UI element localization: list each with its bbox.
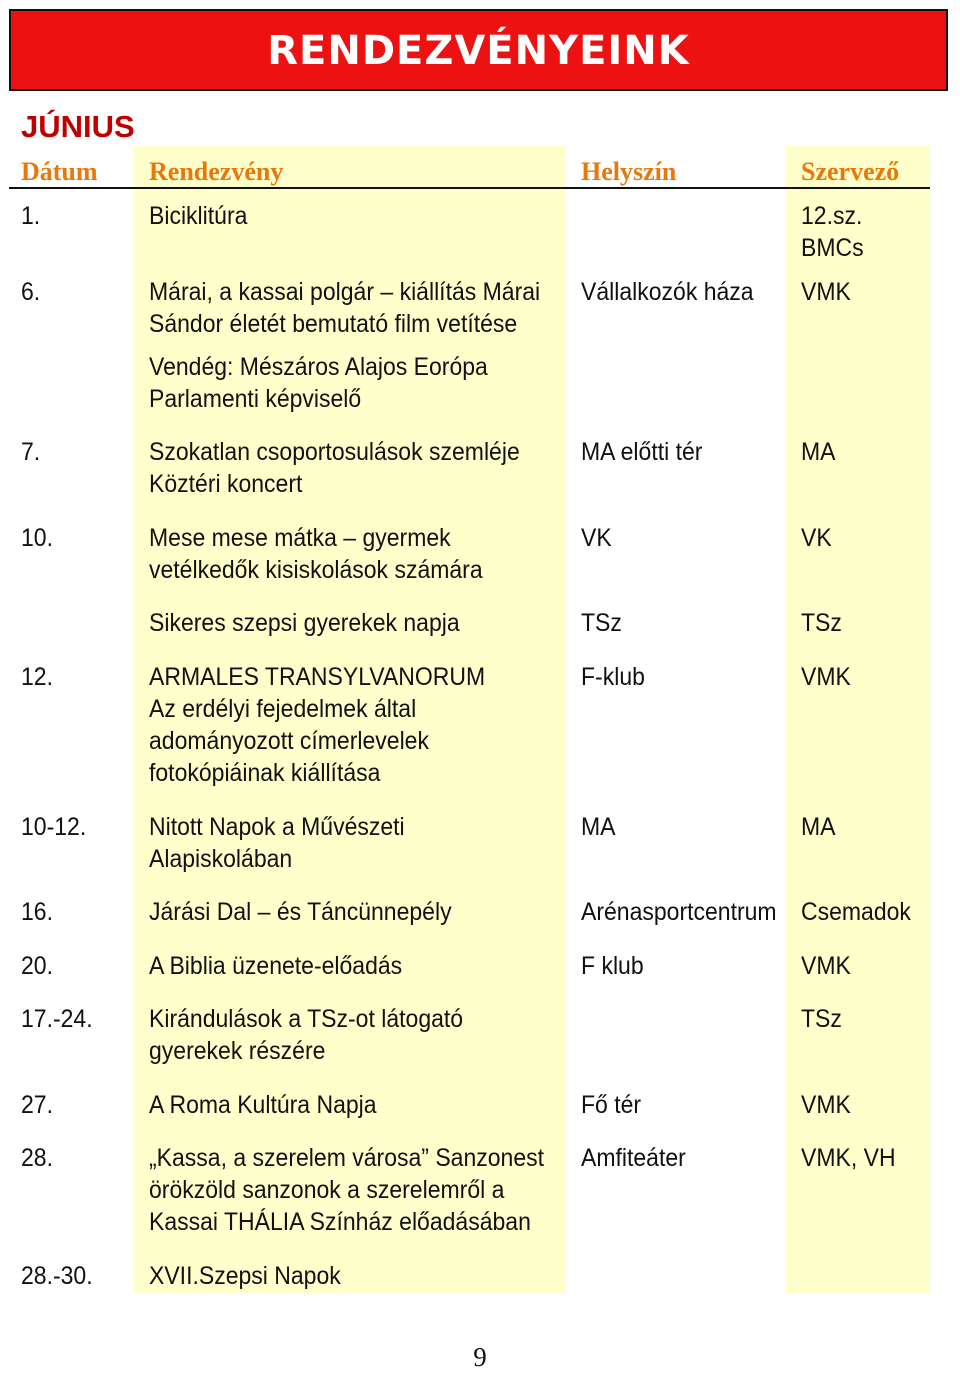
row-organizer: VMK	[801, 278, 851, 306]
row-event: Biciklitúra	[149, 202, 248, 230]
row-event: Sikeres szepsi gyerekek napja	[149, 609, 460, 637]
row-date: 28.-30.	[21, 1262, 93, 1290]
row-venue: F-klub	[581, 663, 645, 691]
row-venue: Vállalkozók háza	[581, 278, 754, 306]
row-event: Kirándulások a TSz-ot látogató	[149, 1005, 464, 1033]
row-event: Köztéri koncert	[149, 470, 303, 498]
row-date: 7.	[21, 438, 41, 466]
row-event: Járási Dal – és Táncünnepély	[149, 898, 452, 926]
row-event: Szokatlan csoportosulások szemléje	[149, 438, 520, 466]
row-organizer: VMK	[801, 952, 851, 980]
header-divider	[9, 187, 930, 189]
month-heading: JÚNIUS	[21, 109, 135, 144]
row-date: 17.-24.	[21, 1005, 93, 1033]
row-event: A Biblia üzenete-előadás	[149, 952, 403, 980]
row-date: 20.	[21, 952, 53, 980]
row-date: 12.	[21, 663, 53, 691]
row-event: Vendég: Mészáros Alajos Eorópa	[149, 353, 488, 381]
row-venue: Fő tér	[581, 1091, 642, 1119]
row-organizer: MA	[801, 438, 836, 466]
row-date: 10.	[21, 524, 53, 552]
row-event: Nitott Napok a Művészeti	[149, 813, 405, 841]
header-date: Dátum	[21, 157, 98, 186]
row-event: Alapiskolában	[149, 845, 293, 873]
row-event: fotokópiáinak kiállítása	[149, 759, 381, 787]
row-date: 1.	[21, 202, 41, 230]
row-venue: Arénasportcentrum	[581, 898, 777, 926]
row-organizer: VK	[801, 524, 832, 552]
page-number: 9	[473, 1342, 487, 1372]
row-organizer: Csemadok	[801, 898, 911, 926]
row-event: Az erdélyi fejedelmek által	[149, 695, 417, 723]
row-event: vetélkedők kisiskolások számára	[149, 556, 483, 584]
row-venue: F klub	[581, 952, 644, 980]
title-banner	[9, 9, 948, 91]
row-date: 28.	[21, 1144, 53, 1172]
row-organizer: VMK, VH	[801, 1144, 896, 1172]
header-organizer: Szervező	[801, 157, 900, 186]
row-organizer: TSz	[801, 1005, 842, 1033]
page-title: RENDEZVÉNYEINK	[267, 28, 690, 74]
row-date: 27.	[21, 1091, 53, 1119]
row-organizer: VMK	[801, 663, 851, 691]
row-organizer: VMK	[801, 1091, 851, 1119]
row-event: örökzöld sanzonok a szerelemről a	[149, 1176, 505, 1204]
row-venue: VK	[581, 524, 612, 552]
row-event: A Roma Kultúra Napja	[149, 1091, 377, 1119]
row-date: 6.	[21, 278, 41, 306]
row-event: Sándor életét bemutató film vetítése	[149, 310, 518, 338]
row-event: XVII.Szepsi Napok	[149, 1262, 341, 1290]
row-venue: Amfiteáter	[581, 1144, 686, 1172]
row-event: Mese mese mátka – gyermek	[149, 524, 451, 552]
row-event: Márai, a kassai polgár – kiállítás Márai	[149, 278, 541, 306]
row-event: Kassai THÁLIA Színház előadásában	[149, 1208, 531, 1236]
row-date: 10-12.	[21, 813, 87, 841]
header-event: Rendezvény	[149, 157, 284, 186]
row-organizer: TSz	[801, 609, 842, 637]
row-event: gyerekek részére	[149, 1037, 326, 1065]
row-venue: MA	[581, 813, 616, 841]
row-venue: TSz	[581, 609, 622, 637]
row-organizer: BMCs	[801, 234, 864, 262]
row-organizer: MA	[801, 813, 836, 841]
row-event: adományozott címerlevelek	[149, 727, 429, 755]
row-event: ARMALES TRANSYLVANORUM	[149, 663, 486, 691]
header-venue: Helyszín	[581, 157, 677, 186]
row-event: Parlamenti képviselő	[149, 385, 362, 413]
row-event: „Kassa, a szerelem városa” Sanzonest	[149, 1144, 545, 1172]
row-date: 16.	[21, 898, 53, 926]
row-organizer: 12.sz.	[801, 202, 863, 230]
row-venue: MA előtti tér	[581, 438, 703, 466]
